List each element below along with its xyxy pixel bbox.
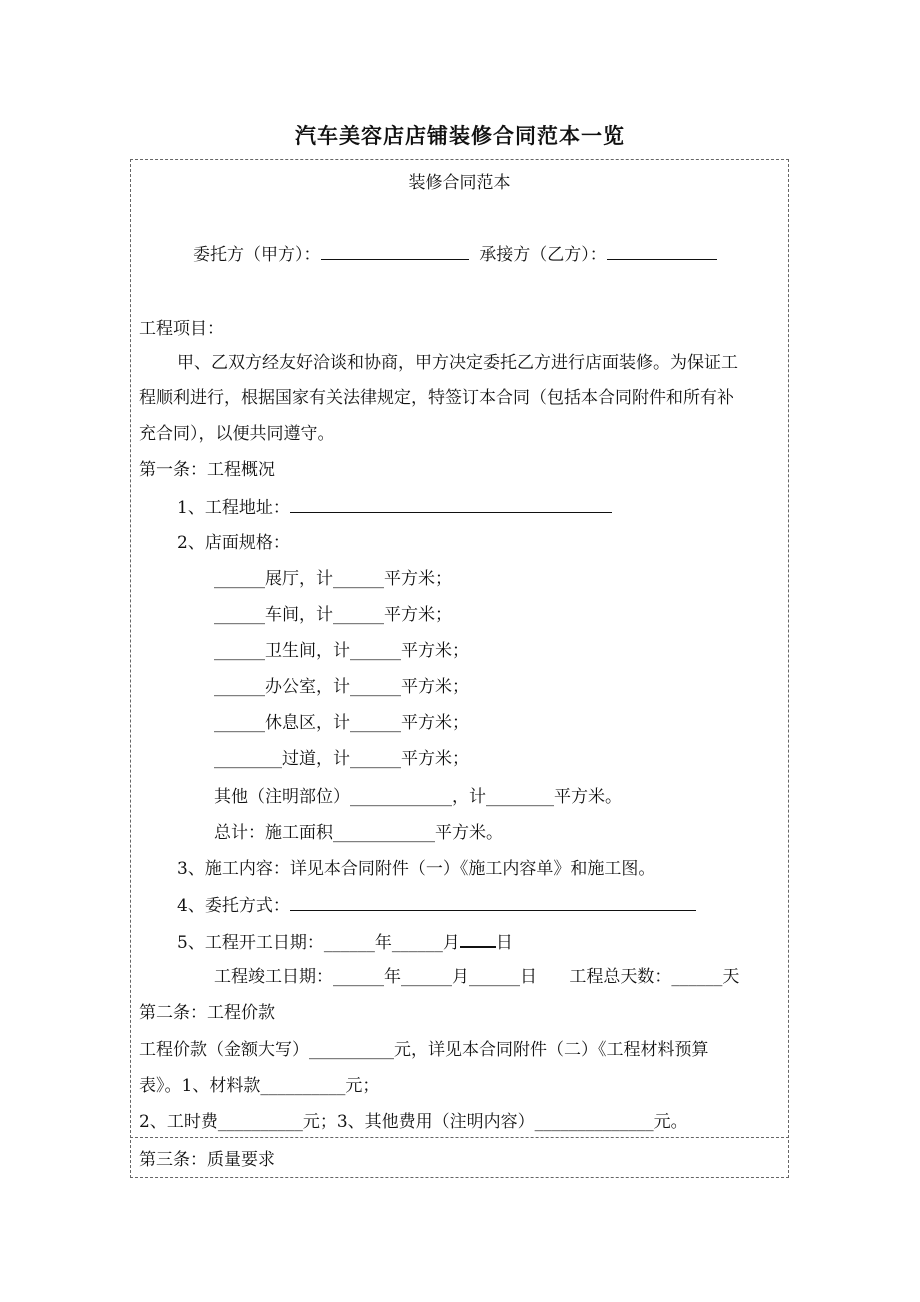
article1-heading: 第一条：工程概况 [139,460,275,480]
area-unit: 平方米； [384,569,452,589]
area-blank[interactable]: ______ [350,641,401,661]
room-name: 过道，计 [282,749,350,769]
room-line [214,712,469,734]
start-day-blank[interactable] [460,930,496,948]
area-blank[interactable]: ______ [350,713,401,733]
price-line-2: 表》。1、材料款__________元； [139,1076,380,1096]
party-b-blank[interactable] [607,243,717,260]
price-line-1: 工程价款（金额大写）__________元，详见本合同附件（二）《工程材料预算 [139,1040,709,1060]
room-blank[interactable]: ______ [214,677,265,697]
room-name: 卫生间，计 [265,641,350,661]
spec-label: 2、店面规格： [177,533,290,553]
project-label: 工程项目： [139,319,224,339]
room-blank[interactable]: ______ [214,605,265,625]
room-name: 车间，计 [265,605,333,625]
start-date-line [177,930,513,954]
other-line: 其他（注明部位）____________，计________平方米。 [214,787,622,807]
room-name: 休息区，计 [265,713,350,733]
area-unit: 平方米； [401,677,469,697]
room-line [214,676,469,698]
start-year[interactable]: ______年 [323,933,392,953]
method-line [177,894,696,917]
party-b-label: 承接方（乙方）： [479,245,607,265]
area-unit: 平方米； [401,641,469,661]
room-name: 展厅，计 [265,569,333,589]
room-blank[interactable]: ______ [214,569,265,589]
intro-line-3: 充合同），以便共同遵守。 [139,424,335,444]
end-date-line: 工程竣工日期：______年______月______日 工程总天数：______天 [214,967,740,987]
address-line [177,496,612,519]
method-label: 4、委托方式： [177,896,290,916]
address-label: 1、工程地址： [177,498,290,518]
area-unit: 平方米； [401,713,469,733]
room-line [214,568,452,590]
article3-heading: 第三条：质量要求 [139,1150,275,1170]
area-blank[interactable]: ______ [350,677,401,697]
party-a-blank[interactable] [321,243,469,260]
method-blank[interactable] [290,894,696,911]
content-line: 3、施工内容：详见本合同附件（一）《施工内容单》和施工图。 [177,859,656,879]
area-blank[interactable]: ______ [350,749,401,769]
party-a-label: 委托方（甲方）： [193,245,321,265]
contract-subtitle: 装修合同范本 [408,173,511,193]
room-blank[interactable]: ______ [214,641,265,661]
total-line: 总计：施工面积____________平方米。 [214,823,503,843]
room-blank[interactable]: ________ [214,749,282,769]
room-line [214,604,452,626]
page-title: 汽车美容店店铺装修合同范本一览 [295,123,625,148]
intro-line-2: 程顺利进行，根据国家有关法律规定，特签订本合同（包括本合同附件和所有补 [139,388,734,408]
room-blank[interactable]: ______ [214,713,265,733]
start-month[interactable]: ______月 [391,933,460,953]
start-day: 日 [495,933,513,953]
start-date-label: 5、工程开工日期： [177,933,324,953]
area-unit: 平方米； [384,605,452,625]
area-blank[interactable]: ______ [333,605,384,625]
price-line-3: 2、工时费__________元；3、其他费用（注明内容）______________元。 [139,1112,688,1132]
article2-heading: 第二条：工程价款 [139,1003,275,1023]
room-name: 办公室，计 [265,677,350,697]
room-line [214,640,469,662]
parties-line [193,243,717,266]
address-blank[interactable] [290,496,612,513]
contract-frame [130,159,789,1178]
area-blank[interactable]: ______ [333,569,384,589]
room-line [214,748,469,770]
intro-line-1: 甲、乙双方经友好洽谈和协商，甲方决定委托乙方进行店面装修。为保证工 [177,353,738,373]
section-divider [130,1137,789,1138]
area-unit: 平方米； [401,749,469,769]
